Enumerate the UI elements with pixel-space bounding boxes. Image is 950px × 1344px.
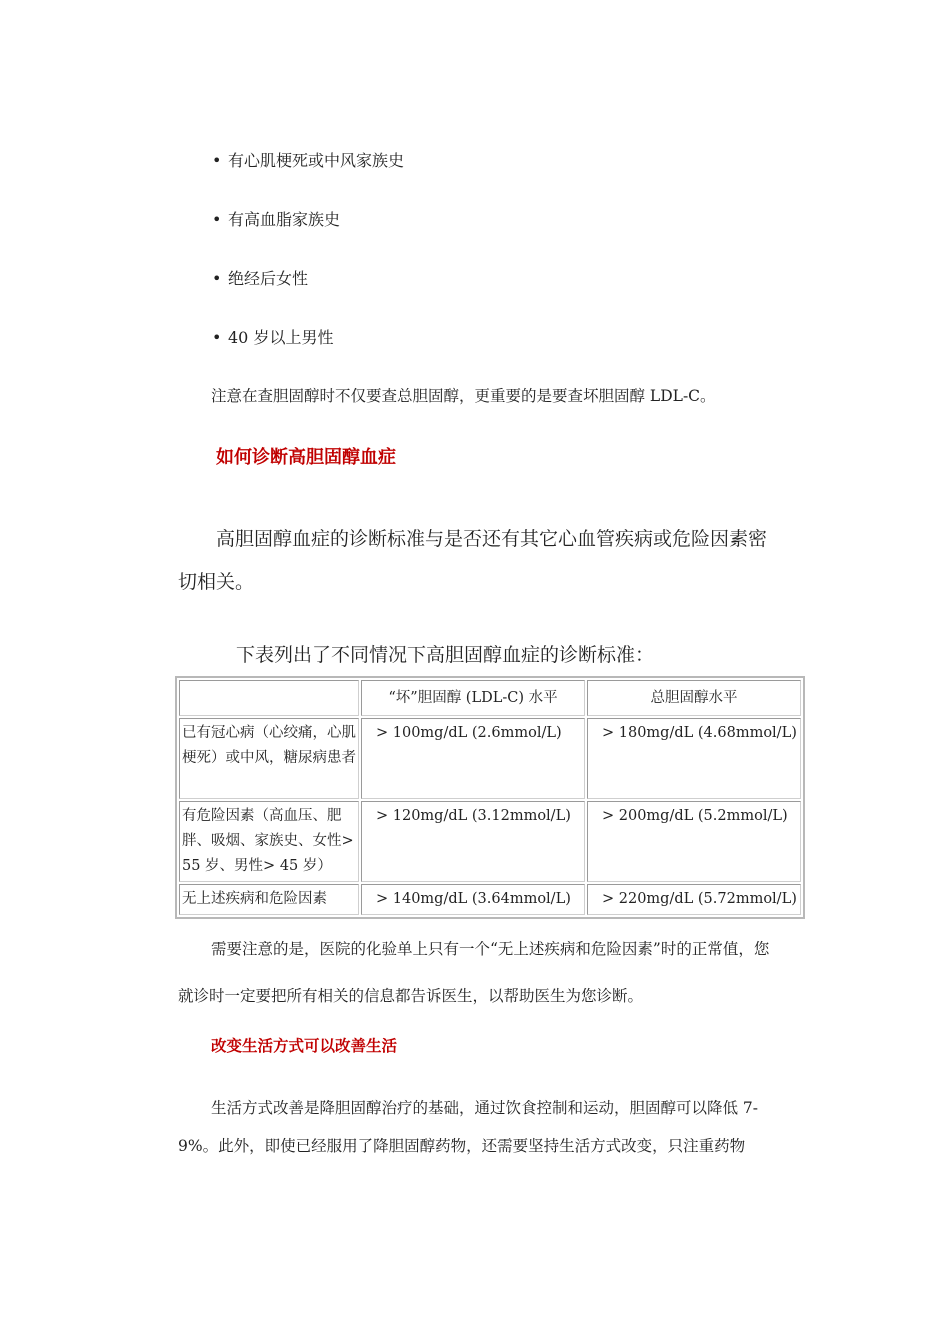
table-header-cell: 总胆固醇水平	[587, 680, 801, 716]
bullet-icon: •	[212, 328, 222, 347]
table-header-row	[179, 680, 801, 716]
paragraph-lab-note: 需要注意的是，医院的化验单上只有一个“无上述疾病和危险因素”时的正常值，您就诊时一定要把所有相关的信息都告诉医生，以帮助医生为您诊断。	[178, 940, 770, 1005]
table-cell: > 140mg/dL (3.64mmol/L)	[361, 884, 585, 915]
ldl-note: 注意在查胆固醇时不仅要查总胆固醇，更重要的是要查坏胆固醇 LDL-C。	[211, 387, 716, 405]
paragraph-diagnosis-intro: 高胆固醇血症的诊断标准与是否还有其它心血管疾病或危险因素密切相关。	[178, 528, 768, 593]
list-item: • 有高血脂家族史	[212, 210, 341, 229]
table-cell: 有危险因素（高血压、肥胖、吸烟、家族史、女性> 55 岁、男性> 45 岁）	[179, 801, 359, 882]
table-intro: 下表列出了不同情况下高胆固醇血症的诊断标准：	[236, 644, 655, 666]
table-cell: > 100mg/dL (2.6mmol/L)	[361, 718, 585, 799]
bullet-icon: •	[212, 210, 222, 229]
table-cell: > 200mg/dL (5.2mmol/L)	[587, 801, 801, 882]
table-cell: > 120mg/dL (3.12mmol/L)	[361, 801, 585, 882]
table-row	[179, 884, 801, 915]
table-header-cell	[179, 680, 359, 716]
table-cell: 无上述疾病和危险因素	[179, 884, 359, 915]
table-header-cell: “坏”胆固醇 (LDL-C) 水平	[361, 680, 585, 716]
section-heading-diagnosis: 如何诊断高胆固醇血症	[216, 447, 396, 468]
table-cell: 已有冠心病（心绞痛，心肌梗死）或中风，糖尿病患者	[179, 718, 359, 799]
bullet-icon: •	[212, 151, 222, 170]
list-item: • 绝经后女性	[212, 269, 309, 288]
table-row	[179, 801, 801, 882]
paragraph-lifestyle: 生活方式改善是降胆固醇治疗的基础，通过饮食控制和运动，胆固醇可以降低 7-9%。此外，即使已经服用了降胆固醇药物，还需要坚持生活方式改变，只注重药物	[178, 1099, 759, 1155]
bullet-icon: •	[212, 269, 222, 288]
table-cell: > 220mg/dL (5.72mmol/L)	[587, 884, 801, 915]
table-cell: > 180mg/dL (4.68mmol/L)	[587, 718, 801, 799]
diagnosis-criteria-table	[175, 676, 805, 919]
table-row	[179, 718, 801, 799]
section-heading-lifestyle: 改变生活方式可以改善生活	[211, 1037, 398, 1055]
list-item: • 40 岁以上男性	[212, 328, 334, 347]
list-item: • 有心肌梗死或中风家族史	[212, 151, 405, 170]
